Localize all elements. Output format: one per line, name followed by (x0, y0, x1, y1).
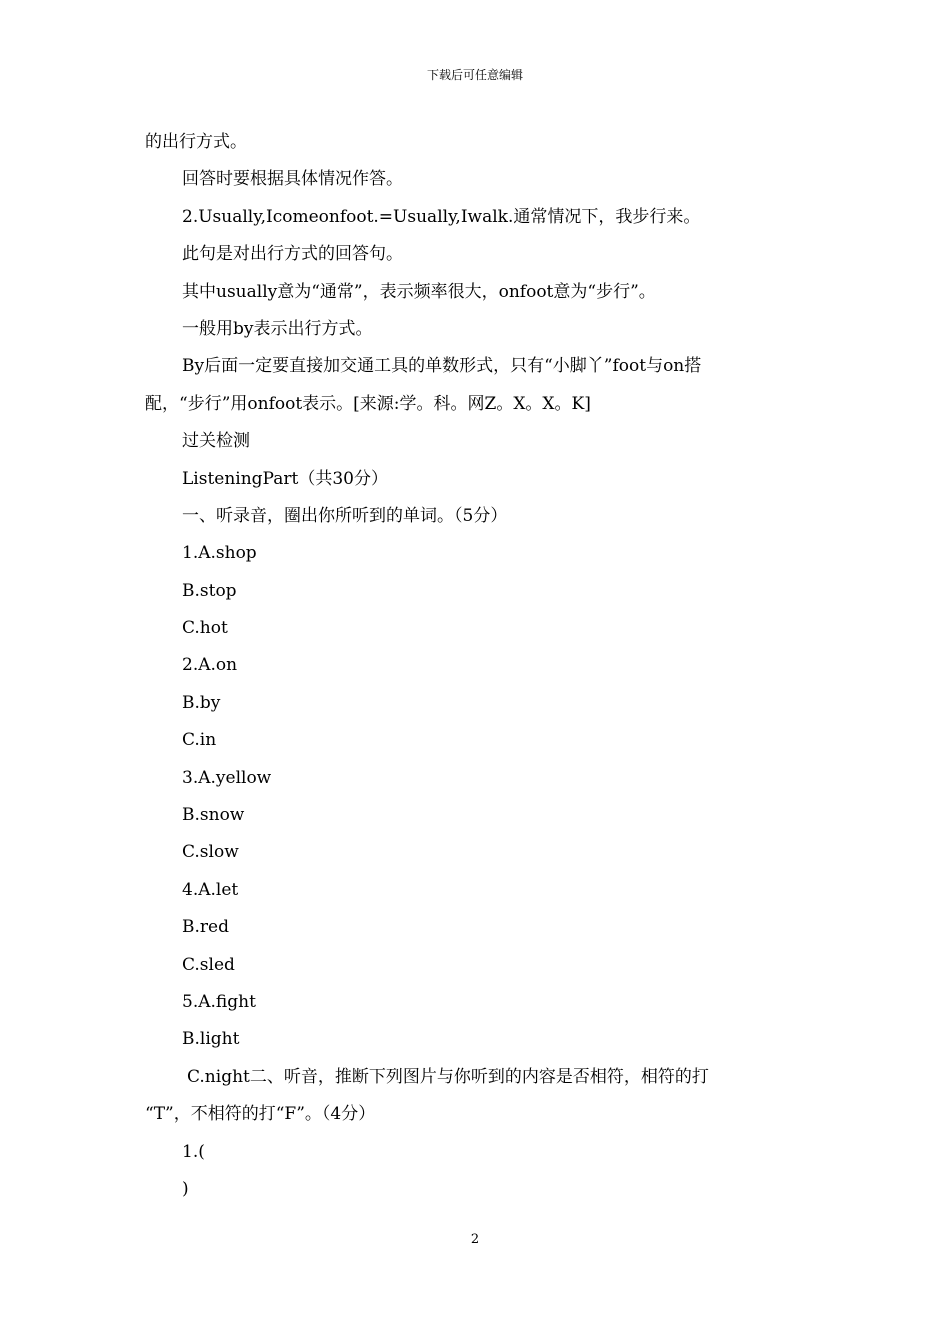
section-heading: ListeningPart（共30分） (182, 468, 388, 489)
answer-option: 5.A.fight (182, 991, 256, 1012)
answer-option: 2.A.on (182, 655, 238, 676)
answer-option: B.snow (182, 805, 245, 826)
text-line: 回答时要根据具体情况作答。 (182, 169, 403, 190)
text-line: 的出行方式。 (145, 132, 247, 152)
answer-option: 3.A.yellow (182, 767, 272, 788)
answer-blank: ) (182, 1178, 189, 1199)
page-header: 下载后可任意编辑 (426, 68, 523, 82)
text-line: 此句是对出行方式的回答句。 (182, 244, 403, 265)
answer-option: 4.A.let (182, 879, 239, 900)
text-line: 一般用by表示出行方式。 (182, 318, 373, 339)
text-line: By后面一定要直接加交通工具的单数形式，只有“小脚丫”foot与on搭 (182, 356, 702, 377)
question-instruction: 一、听录音，圈出你所听到的单词。（5分） (182, 505, 508, 526)
question-instruction: “T”，不相符的打“F”。（4分） (145, 1104, 376, 1125)
page-number: 2 (470, 1232, 480, 1247)
question-instruction: C.night二、听音，推断下列图片与你听到的内容是否相符，相符的打 (187, 1066, 709, 1087)
document-body (145, 124, 809, 1208)
answer-option: C.sled (182, 954, 235, 975)
answer-option: B.red (182, 917, 229, 938)
answer-option: B.stop (182, 580, 237, 601)
answer-option: 1.A.shop (182, 543, 257, 564)
text-line: 配，“步行”用onfoot表示。[来源:学。科。网Z。X。X。K] (145, 393, 591, 414)
answer-option: B.light (182, 1029, 240, 1050)
section-heading: 过关检测 (182, 431, 250, 452)
answer-option: C.hot (182, 618, 228, 639)
answer-option: B.by (182, 692, 221, 713)
answer-option: C.in (182, 730, 217, 751)
text-line: 2.Usually,Icomeonfoot.=Usually,Iwalk.通常情况下，我步行来。 (182, 206, 701, 227)
answer-blank: 1.( (182, 1141, 205, 1162)
text-line: 其中usually意为“通常”，表示频率很大，onfoot意为“步行”。 (182, 281, 656, 302)
answer-option: C.slow (182, 842, 239, 863)
